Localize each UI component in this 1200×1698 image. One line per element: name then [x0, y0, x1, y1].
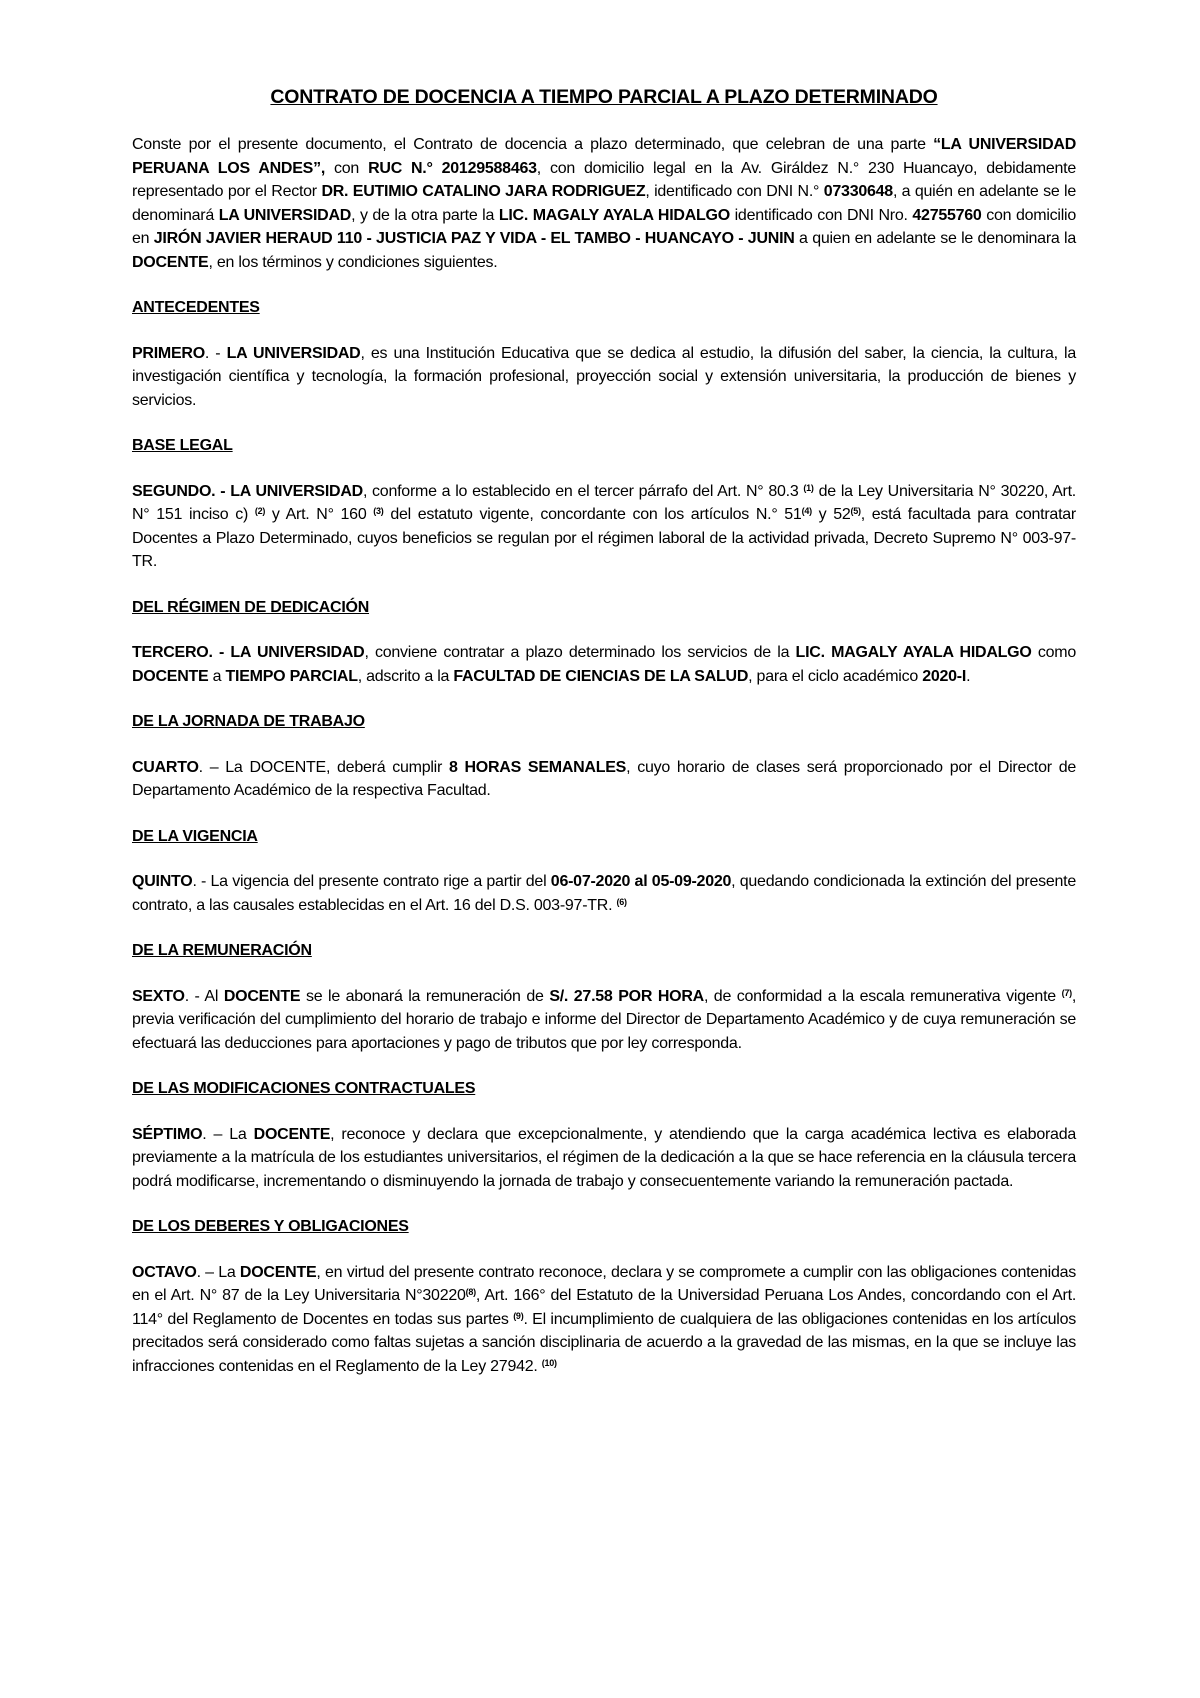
footnote-ref: (3)	[373, 506, 384, 516]
clause-text: de la Ley Universitaria N° 30220, Art. N° 151 inciso c)	[132, 482, 1076, 523]
section-heading-vigencia: DE LA VIGENCIA	[132, 827, 258, 845]
clause-septimo	[132, 1123, 1076, 1194]
footnote-ref: (6)	[616, 896, 627, 907]
clause-bold: TIEMPO PARCIAL	[225, 667, 358, 685]
clause-label: OCTAVO	[132, 1263, 197, 1281]
clause-text: del estatuto vigente, concordante con los artículos N.° 51	[383, 506, 802, 523]
clause-bold: DOCENTE	[223, 987, 301, 1005]
clause-text: , conforme a lo establecido en el tercer párrafo del Art. N° 80.3	[362, 482, 804, 500]
clause-text: , en virtud del presente contrato reconoce, declara y se compromete a cumplir con las obligaciones contenidas en el Art. N° 87 de la Ley Universitaria N°30220	[132, 1263, 1076, 1304]
footnote-ref: (5)	[850, 506, 861, 516]
ruc-number: RUC N.° 20129588463	[368, 159, 537, 177]
footnote-ref: (4)	[801, 506, 812, 516]
clause-primero	[132, 342, 1076, 413]
intro-text: , y de la otra parte la	[351, 206, 499, 224]
rector-dni: 07330648	[823, 183, 893, 200]
clause-text: , conviene contratar a plazo determinado los servicios de la	[364, 644, 796, 661]
clause-bold: 8 HORAS SEMANALES	[448, 758, 627, 776]
clause-bold: S/. 27.58 POR HORA	[549, 987, 704, 1005]
clause-label: SÉPTIMO	[132, 1125, 203, 1143]
clause-quinto	[132, 870, 1076, 917]
clause-text: , adscrito a la	[357, 667, 454, 685]
clause-text: . - La vigencia del presente contrato rige a partir del	[192, 873, 551, 890]
clause-text: , cuyo horario de clases será proporcionado por el Director de Departamento Académico de la respectiva Facultad.	[132, 758, 1076, 799]
clause-cuarto	[132, 756, 1076, 803]
clause-text: . El incumplimiento de cualquiera de las obligaciones contenidas en los artículos precitados será considerado como faltas sujetas a sanción disciplinaria de acuerdo a la gravedad de las mismas, en la que se incluye las infracciones contenidas en el Reglamento de la Ley 27942.	[132, 1310, 1077, 1375]
clause-text: .	[966, 667, 971, 685]
clause-label: QUINTO	[132, 873, 193, 890]
clause-bold: LA UNIVERSIDAD	[230, 644, 365, 661]
clause-text: . – La DOCENTE, deberá cumplir	[198, 758, 449, 776]
intro-text: identificado con DNI Nro.	[729, 206, 913, 224]
section-heading-remuneracion: DE LA REMUNERACIÓN	[132, 942, 312, 959]
intro-text: , identificado con DNI N.°	[645, 183, 824, 200]
clause-text: y 52	[811, 506, 851, 523]
clause-text: . -	[204, 344, 227, 362]
clause-label: SEXTO	[132, 987, 185, 1005]
clause-bold: DOCENTE	[132, 667, 209, 685]
clause-label: TERCERO	[132, 644, 209, 661]
clause-text: . - Al	[184, 987, 224, 1005]
footnote-ref: (10)	[541, 1357, 557, 1368]
clause-label: SEGUNDO	[132, 482, 212, 500]
party-university-name: “LA UNIVERSIDAD PERUANA LOS ANDES”,	[132, 136, 1077, 177]
clause-bold: LA UNIVERSIDAD	[230, 482, 363, 500]
intro-text: a quien en adelante se le denominara la	[794, 230, 1076, 247]
teacher-alias: DOCENTE	[132, 253, 209, 271]
clause-bold: . -	[208, 644, 231, 661]
clause-text: , Art. 166° del Estatuto de la Universidad Peruana Los Andes, concordando con el Art. 114° del Reglamento de Docentes en todas sus partes	[132, 1287, 1077, 1328]
clause-text: como	[1031, 644, 1076, 661]
party-university-alias: LA UNIVERSIDAD	[218, 206, 352, 224]
teacher-dni: 42755760	[912, 206, 982, 224]
footnote-ref: (2)	[254, 506, 266, 516]
footnote-ref: (1)	[803, 482, 814, 493]
clause-text: . – La	[202, 1125, 254, 1143]
footnote-ref: (7)	[1061, 987, 1072, 998]
clause-text: , está facultada para contratar Docentes a Plazo Determinado, cuyos beneficios se regulan por el régimen laboral de la actividad privada, Decreto Supremo N° 003-97-TR.	[132, 506, 1077, 570]
intro-text: con domicilio en	[132, 206, 1076, 247]
clause-label: CUARTO	[132, 758, 199, 776]
clause-text: se le abonará la remuneración de	[300, 987, 550, 1005]
section-heading-antecedentes: ANTECEDENTES	[132, 299, 260, 316]
intro-text: , a quién en adelante se le denominará	[132, 183, 1077, 224]
intro-text: , en los términos y condiciones siguientes.	[208, 253, 498, 271]
clause-segundo	[132, 480, 1076, 574]
clause-label: PRIMERO	[132, 344, 205, 362]
clause-text: , de conformidad a la escala remunerativa vigente	[703, 987, 1062, 1005]
clause-tercero	[132, 641, 1076, 688]
clause-bold: DOCENTE	[253, 1125, 331, 1143]
clause-text: . – La	[196, 1263, 240, 1281]
clause-bold: 06-07-2020 al 05-09-2020	[550, 873, 732, 890]
clause-text: , reconoce y declara que excepcionalmente, y atendiendo que la carga académica lectiva es elaborada previamente a la matrícula de los estudiantes universitarios, el régimen de la dedicación a la que se hace referencia en la cláusula tercera podrá modificarse, incrementando o disminuyendo la jornada de trabajo y consecuentemente variando la remuneración pactada.	[132, 1125, 1076, 1190]
section-heading-base-legal: BASE LEGAL	[132, 437, 233, 454]
footnote-ref: (8)	[465, 1287, 476, 1297]
clause-text: a	[208, 667, 226, 685]
clause-bold: FACULTAD DE CIENCIAS DE LA SALUD	[453, 667, 749, 685]
clause-text: , quedando condicionada la extinción del presente contrato, a las causales establecidas en el Art. 16 del D.S. 003-97-TR.	[132, 873, 1077, 914]
intro-text: con	[325, 159, 369, 177]
teacher-name: LIC. MAGALY AYALA HIDALGO	[498, 206, 730, 224]
clause-text: , para el ciclo académico	[748, 667, 923, 685]
section-heading-jornada: DE LA JORNADA DE TRABAJO	[132, 713, 365, 730]
footnote-ref: (9)	[513, 1310, 524, 1321]
intro-text: , con domicilio legal en la Av. Giráldez N.° 230 Huancayo, debidamente representado por el Rector	[132, 159, 1077, 200]
rector-name: DR. EUTIMIO CATALINO JARA RODRIGUEZ	[321, 183, 646, 200]
clause-text: , es una Institución Educativa que se dedica al estudio, la difusión del saber, la ciencia, la cultura, la investigación científica y tecnología, la formación profesional, proyección social y extensión universitaria, la producción de bienes y servicios.	[132, 344, 1076, 409]
clause-sexto	[132, 985, 1076, 1056]
clause-bold: DOCENTE	[239, 1263, 317, 1281]
clause-bold: LA UNIVERSIDAD	[226, 344, 361, 362]
clause-octavo	[132, 1261, 1076, 1379]
clause-bold: 2020-I	[922, 667, 967, 685]
section-heading-modificaciones: DE LAS MODIFICACIONES CONTRACTUALES	[132, 1080, 476, 1097]
section-heading-deberes: DE LOS DEBERES Y OBLIGACIONES	[132, 1218, 409, 1235]
clause-text: y Art. N° 160	[265, 506, 374, 523]
clause-bold: . -	[211, 482, 231, 500]
section-heading-regimen: DEL RÉGIMEN DE DEDICACIÓN	[132, 598, 370, 616]
intro-text: Conste por el presente documento, el Contrato de docencia a plazo determinado, que celebran de una parte	[132, 136, 934, 153]
intro-paragraph	[132, 133, 1076, 274]
clause-text: , previa verificación del cumplimiento del horario de trabajo e informe del Director de Departamento Académico y de cuya remuneración se efectuará las deducciones para aportaciones y pago de tributos que por ley corresponda.	[132, 987, 1077, 1052]
teacher-address: JIRÓN JAVIER HERAUD 110 - JUSTICIA PAZ Y VIDA - EL TAMBO - HUANCAYO - JUNIN	[153, 230, 795, 247]
contract-title: CONTRATO DE DOCENCIA A TIEMPO PARCIAL A PLAZO DETERMINADO	[270, 86, 938, 108]
clause-bold: LIC. MAGALY AYALA HIDALGO	[795, 644, 1032, 661]
